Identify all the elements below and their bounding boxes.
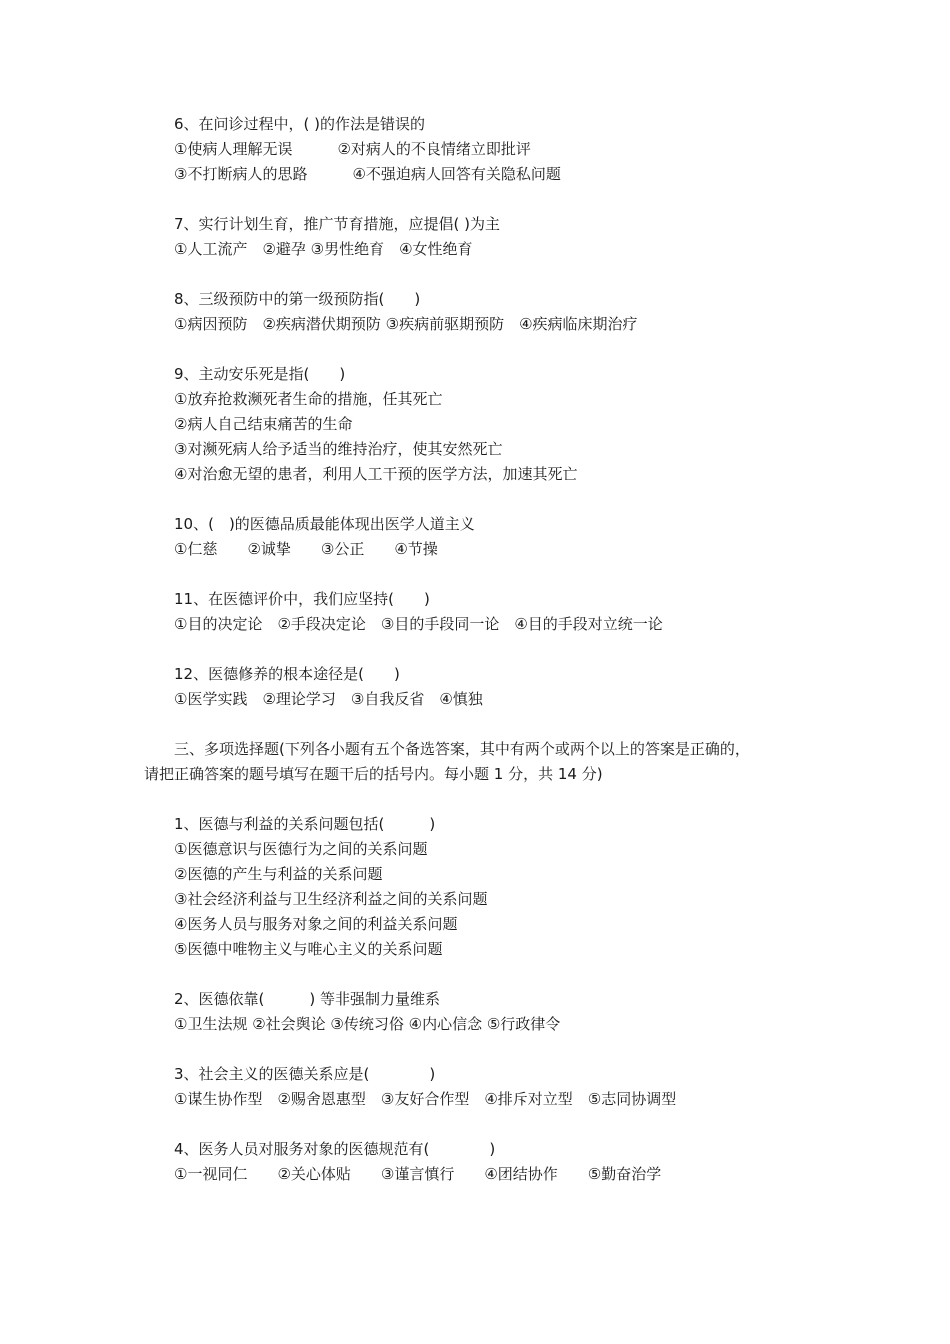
question-option: ①医德意识与医德行为之间的关系问题	[174, 840, 428, 858]
question-stem: 9、主动安乐死是指( )	[174, 365, 346, 383]
question-option: ③社会经济利益与卫生经济利益之间的关系问题	[174, 890, 488, 908]
question-10	[174, 512, 874, 562]
question-option: ②病人自己结束痛苦的生命	[174, 415, 353, 433]
document-content	[144, 112, 874, 1212]
question-stem: 1、医德与利益的关系问题包括( )	[174, 815, 436, 833]
question-9	[174, 362, 874, 487]
question-7	[174, 212, 874, 262]
question-option: ①卫生法规 ②社会舆论 ③传统习俗 ④内心信念 ⑤行政律令	[174, 1015, 561, 1033]
question-stem: 2、医德依靠( ) 等非强制力量维系	[174, 990, 441, 1008]
question-stem: 11、在医德评价中，我们应坚持( )	[174, 590, 430, 608]
question-option: ②医德的产生与利益的关系问题	[174, 865, 383, 883]
multi-question-2	[174, 987, 874, 1037]
question-option: ③对濒死病人给予适当的维持治疗，使其安然死亡	[174, 440, 503, 458]
question-option: ①放弃抢救濒死者生命的措施，任其死亡	[174, 390, 443, 408]
question-stem: 7、实行计划生育，推广节育措施，应提倡( )为主	[174, 215, 501, 233]
section-heading	[144, 737, 844, 787]
multi-question-4	[174, 1137, 874, 1187]
question-12	[174, 662, 874, 712]
question-option: ④医务人员与服务对象之间的利益关系问题	[174, 915, 458, 933]
question-option: ①病因预防 ②疾病潜伏期预防 ③疾病前驱期预防 ④疾病临床期治疗	[174, 315, 638, 333]
question-8	[174, 287, 874, 337]
question-option: ⑤医德中唯物主义与唯心主义的关系问题	[174, 940, 443, 958]
question-option: ①一视同仁 ②关心体贴 ③谨言慎行 ④团结协作 ⑤勤奋治学	[174, 1165, 662, 1183]
question-stem: 8、三级预防中的第一级预防指( )	[174, 290, 421, 308]
section-heading-line: 三、多项选择题(下列各小题有五个备选答案，其中有两个或两个以上的答案是正确的，	[174, 740, 750, 758]
question-option: ③不打断病人的思路 ④不强迫病人回答有关隐私问题	[174, 165, 561, 183]
question-option: ①使病人理解无误 ②对病人的不良情绪立即批评	[174, 140, 531, 158]
question-stem: 6、在问诊过程中，( )的作法是错误的	[174, 115, 426, 133]
question-option: ①目的决定论 ②手段决定论 ③目的手段同一论 ④目的手段对立统一论	[174, 615, 663, 633]
question-stem: 10、( )的医德品质最能体现出医学人道主义	[174, 515, 475, 533]
multi-question-3	[174, 1062, 874, 1112]
question-option: ①人工流产 ②避孕 ③男性绝育 ④女性绝育	[174, 240, 473, 258]
question-stem: 12、医德修养的根本途径是( )	[174, 665, 400, 683]
question-option: ①医学实践 ②理论学习 ③自我反省 ④慎独	[174, 690, 483, 708]
question-option: ④对治愈无望的患者，利用人工干预的医学方法，加速其死亡	[174, 465, 578, 483]
question-6	[174, 112, 874, 187]
section-heading-line: 请把正确答案的题号填写在题干后的括号内。每小题 1 分，共 14 分)	[144, 765, 603, 783]
question-option: ①谋生协作型 ②赐舍恩惠型 ③友好合作型 ④排斥对立型 ⑤志同协调型	[174, 1090, 677, 1108]
question-option: ①仁慈 ②诚挚 ③公正 ④节操	[174, 540, 438, 558]
question-stem: 4、医务人员对服务对象的医德规范有( )	[174, 1140, 496, 1158]
multi-question-1	[174, 812, 874, 962]
question-stem: 3、社会主义的医德关系应是( )	[174, 1065, 436, 1083]
question-11	[174, 587, 874, 637]
